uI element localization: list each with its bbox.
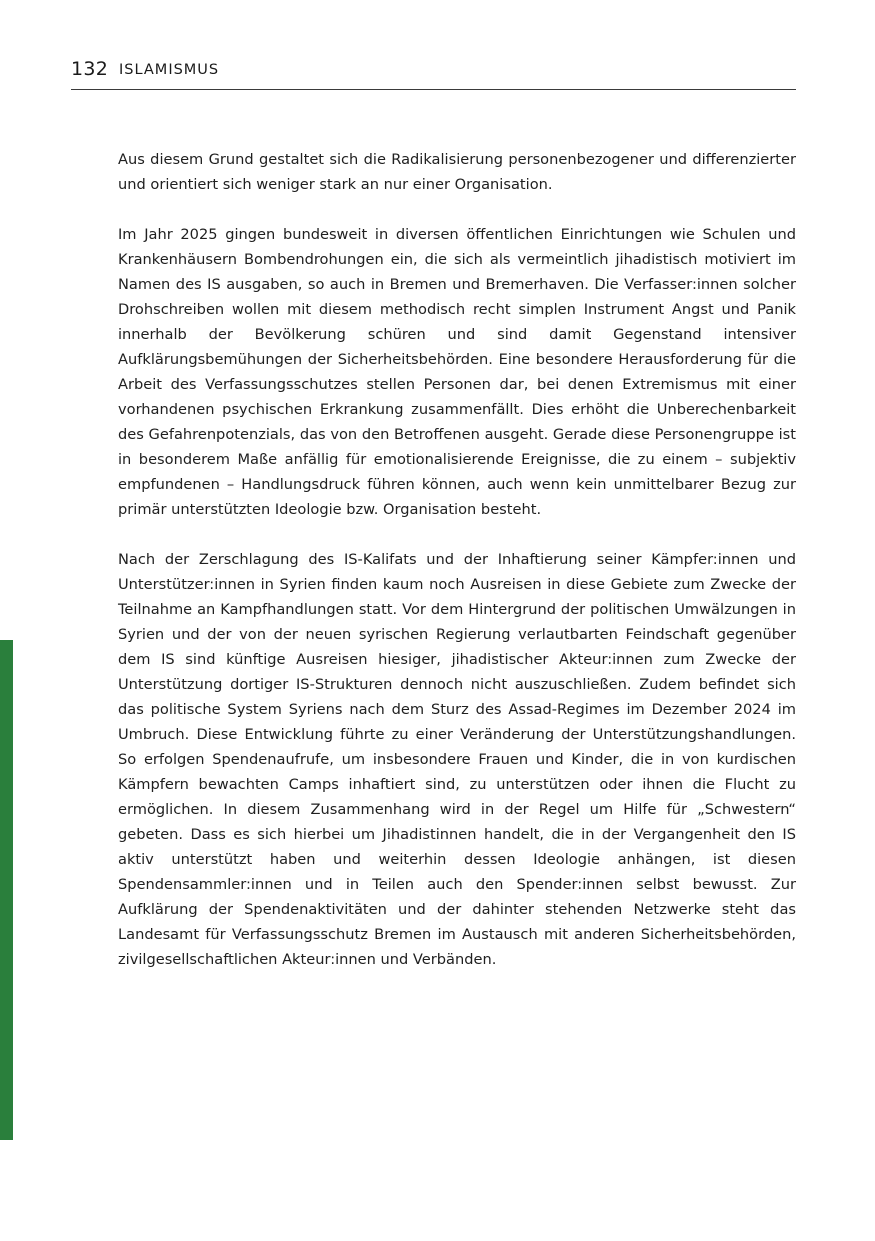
body-text — [118, 147, 796, 997]
paragraph-1: Aus diesem Grund gestaltet sich die Radikalisierung personenbezogener und differenzierter und orientiert sich weniger stark an nur einer Organisation. — [118, 151, 796, 193]
chapter-side-bar — [0, 640, 13, 1140]
paragraph-2: Im Jahr 2025 gingen bundesweit in diversen öffentlichen Einrichtungen wie Schulen und Krankenhäusern Bombendrohungen ein, die sich als vermeintlich jihadistisch motiviert im Namen des IS ausgaben, so auch in Bremen und Bremerhaven. Die Verfasser:innen solcher Drohschreiben wollen mit diesem methodisch recht simplen Instrument Angst und Panik innerhalb der Bevölkerung schüren und sind damit Gegenstand intensiver Aufklärungsbemühungen der Sicherheitsbehörden. Eine besondere Herausforderung für die Arbeit des Verfassungsschutzes stellen Personen dar, bei denen Extremismus mit einer vorhandenen psychischen Erkrankung zusammenfällt. Dies erhöht die Unberechenbarkeit des Gefahrenpotenzials, das von den Betroffenen ausgeht. Gerade diese Personengruppe ist in besonderem Maße anfällig für emotionalisierende Ereignisse, die zu einem – subjektiv empfundenen – Handlungsdruck führen können, auch wenn kein unmittelbarer Bezug zur primär unterstützten Ideologie bzw. Organisation besteht. — [118, 226, 796, 518]
paragraph-3: Nach der Zerschlagung des IS-Kalifats und der Inhaftierung seiner Kämpfer:innen und Unterstützer:innen in Syrien finden kaum noch Ausreisen in diese Gebiete zum Zwecke der Teilnahme an Kampfhandlungen statt. Vor dem Hintergrund der politischen Umwälzungen in Syrien und der von der neuen syrischen Regierung verlautbarten Feindschaft gegenüber dem IS sind künftige Ausreisen hiesiger, jihadistischer Akteur:innen zum Zwecke der Unterstützung dortiger IS-Strukturen dennoch nicht auszuschließen. Zudem befindet sich das politische System Syriens nach dem Sturz des Assad-Regimes im Dezember 2024 im Umbruch. Diese Entwicklung führte zu einer Veränderung der Unterstützungshandlungen. So erfolgen Spendenaufrufe, um insbesondere Frauen und Kinder, die in von kurdischen Kämpfern bewachten Camps inhaftiert sind, zu unterstützen oder ihnen die Flucht zu ermöglichen. In diesem Zusammenhang wird in der Regel um Hilfe für „Schwestern“ gebeten. Dass es sich hierbei um Jihadistinnen handelt, die in der Vergangenheit den IS aktiv unterstützt haben und weiterhin dessen Ideologie anhängen, ist diesen Spendensammler:innen und in Teilen auch den Spender:innen selbst bewusst. Zur Aufklärung der Spendenaktivitäten und der dahinter stehenden Netzwerke steht das Landesamt für Verfassungsschutz Bremen im Austausch mit anderen Sicherheitsbehörden, zivilgesellschaftlichen Akteur:innen und Verbänden. — [118, 551, 796, 968]
running-title: ISLAMISMUS — [119, 62, 220, 78]
page-header — [71, 57, 796, 90]
page-number: 132 — [71, 58, 109, 80]
